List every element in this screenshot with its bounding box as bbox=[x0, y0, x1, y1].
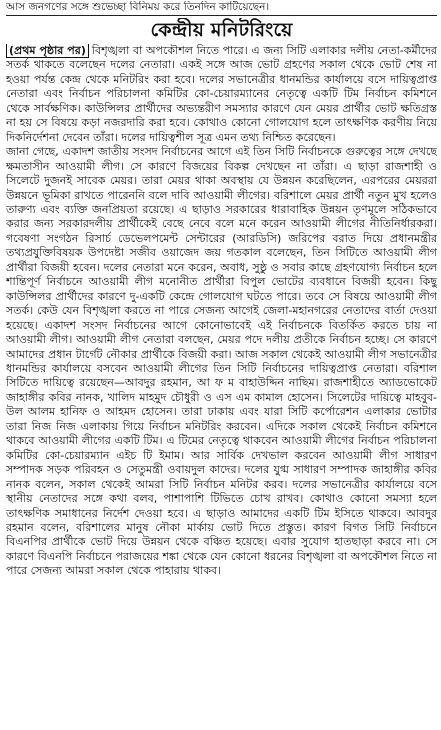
news-page bbox=[0, 1, 441, 730]
divider-line bbox=[6, 15, 437, 16]
article-paragraph-2 bbox=[6, 145, 437, 579]
article-paragraph-1 bbox=[6, 44, 437, 145]
previous-article-tail: আস জনগণের সঙ্গে শুভেচ্ছা বিনিময় করে তিনদিন কাটিয়েছেন। bbox=[6, 1, 270, 13]
paragraph-text: জানা গেছে, একাদশ জাতীয় সংসদ নির্বাচনের আগে এই তিন সিটি নির্বাচনকে গুরুত্বের সঙ্গে দেখছে ক্ষমতাসীন আওয়ামী লীগ। সে কারণে বিজয়ের বিকল্প দেখছেন না তাঁরা। এ ছাড়া রাজশাহী ও সিলেটে দুজনই সাবেক মেয়র। তারা মেয়র থাকা অবস্থায় যে উন্নয়ন করেছিলেন, এরপরের মেয়ররা উন্নয়নে ভূমিকা রাখতে পারেননি বলে দাবি আওয়ামী লীগের। বরিশালে মেয়র প্রার্থী নতুন মুখ হলেও তারুণ্য এবং ব্যক্তি জনপ্রিয়তা রয়েছে। এ ছাড়াও সরকারের ধারাবাহিক উন্নয়ন তৃণমূলে সঠিকভাবে করার জন্য সরকারদলীয় প্রার্থীকেই বেছে নেবে বলে মনে করেন আওয়ামী লীগের নীতিনির্ধারকরা। গবেষণা সংগঠন রিসার্চ ডেভেলপমেন্ট সেন্টারের (আরডিসি) জরিপের বরাত দিয়ে প্রধানমন্ত্রীর তথ্যপ্রযুক্তিবিষয়ক উপদেষ্টা সজীব ওয়াজেদ জয় গতকাল বলেছেন, তিন সিটিতে আওয়ামী লীগ প্রার্থীরা বিজয়ী হবেন। দলের নেতারা মনে করেন, অবাধ, সুষ্ঠু ও সবার কাছে গ্রহণযোগ্য নির্বাচন হলে শান্তিপূর্ণ নির্বাচনে আওয়ামী লীগ মনোনীত প্রার্থীরা বিপুল ভোটের ব্যবধানে বিজয়ী হবেন। কিছু কাউন্সিলর প্রার্থীদের কারণে দু-একটি কেন্দ্রে গোলযোগ ঘটতে পারে। তবে সে বিষয়ে আওয়ামী লীগ সতর্ক। কেউ যেন বিশৃঙ্খলা করতে না পারে সেজন্য আগেই জেলা-মহানগরের নেতাদের বার্তা দেওয়া হয়েছে। একাদশ সংসদ নির্বাচনের আগে কোনোভাবেই এই নির্বাচনকে বিতর্কিত করতে চায় না আওয়ামী লীগ। আওয়ামী লীগ নেতারা বলছেন, মেয়র পদে দলীয় প্রতীকে নির্বাচন হচ্ছে। সে কারণে আমাদের প্রধান টার্গেট নৌকার প্রার্থীকে বিজয়ী করা। আজ সকাল থেকেই আওয়ামী লীগ সভানেত্রীর ধানমন্ডির কার্যালয়ে বসবেন আওয়ামী লীগের তিন সিটি নির্বাচনের দায়িত্বপ্রাপ্ত নেতারা। বরিশাল সিটিতে দায়িত্বে রয়েছেন—আবদুর রহমান, আ ফ ম বাহাউদ্দিন নাছিম। রাজশাহীতে অ্যাডভোকেট জাহাঙ্গীর কবির নানক, খালিদ মাহমুদ চৌধুরী ও এস এম কামাল হোসেন। সিলেটের দায়িত্বে মাহবুব-উল আলম হানিফ ও আহমদ হোসেন। তারা ঢাকায় এবং যারা সিটি কর্পোরেশন এলাকার ভোটার তারা নিজ নিজ এলাকায় গিয়ে নির্বাচন মনিটরিং করবেন। এদিকে সকাল থেকেই নির্বাচন কমিশনে থাকবে আওয়ামী লীগের একটি টিম। এ টিমের নেতৃত্বে থাকবেন আওয়ামী লীগের নির্বাচন পরিচালনা কমিটির কো-চেয়ারম্যান এইচ টি ইমাম। আর সার্বিক দেখভাল করবেন আওয়ামী লীগ সাধারণ সম্পাদক সড়ক পরিবহন ও সেতুমন্ত্রী ওবায়দুল কাদের। দলের যুগ্ম সাধারণ সম্পাদক জাহাঙ্গীর কবির নানক বলেন, সকাল থেকেই আমরা সিটি নির্বাচন মনিটর করব। দলের সভানেত্রীর কার্যালয়ে বসে স্থানীয় নেতাদের সঙ্গে কথা বলব, পাশাপাশি টিভিতে চোখ রাখব। কোথাও কোনো সমস্যা হলে তাৎক্ষণিক সমাধানের নির্দেশ দেওয়া হবে। এ ছাড়াও আমাদের একটি টিম ইসিতে থাকবে। আবদুর রহমান বলেন, বরিশালের মানুষ নৌকা মার্কায় ভোট দিতে প্রস্তুত। কারণ বিগত সিটি নির্বাচনে বিএনপির প্রার্থীকে ভোট দিয়ে উন্নয়ন থেকে বঞ্চিত হয়েছে। এবার সুযোগ হাতছাড়া করবে না। সে কারণে বিএনপি নির্বাচনে পরাজয়ের শঙ্কা থেকে যেন কোনো ধরনের বিশৃঙ্খলা বা অপকৌশল নিতে না পারে সেজন্য আমরা সকাল থেকে পাহারায় থাকব। bbox=[6, 145, 437, 578]
article-body bbox=[6, 44, 437, 694]
paragraph-text: বিশৃঙ্খলা বা অপকৌশল নিতে পারে। এ জন্য সিটি এলাকার দলীয় নেতা-কর্মীদের সতর্ক থাকতে বলেছেন দলের নেতারা। একই সঙ্গে আজ ভোট গ্রহণের সকাল থেকে ভোট শেষ না হওয়া পর্যন্ত কেন্দ্র থেকে মনিটরিং করা হবে। দলের সভানেত্রীর ধানমন্ডির কার্যালয়ে বসে দায়িত্বপ্রাপ্ত নেতারা এবং নির্বাচন পরিচালনা কমিটির কো-চেয়ারম্যানের নেতৃত্বে একটি টিম নির্বাচন কমিশনে থেকে সার্বক্ষণিক। কাউন্সিলর প্রার্থীদের অভ্যন্তরীণ সমস্যার কারণে যেন মেয়র প্রার্থীর ভোট ক্ষতিগ্রস্ত না হয় সে বিষয়ে কড়া নজরদারি করা হবে। কোথাও কোনো গোলযোগ হলে তাৎক্ষণিক করণীয় নিয়ে দিকনির্দেশনা দেবেন তাঁরা। দলের দায়িত্বশীল সূত্র এমন তথ্য নিশ্চিত করেছেন। bbox=[6, 44, 437, 144]
continued-from-label: (প্রথম পৃষ্ঠার পর) bbox=[6, 44, 89, 58]
article-headline: কেন্দ্রীয় মনিটরিংয়ে bbox=[150, 19, 293, 41]
